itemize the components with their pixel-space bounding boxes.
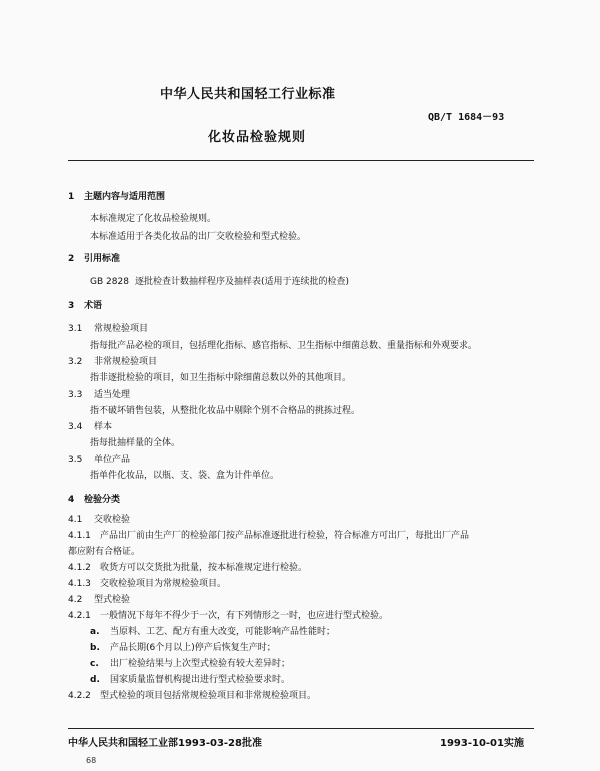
term-definition: 指非逐批检验的项目，如卫生指标中除细菌总数以外的其他项目。 [90, 373, 352, 383]
term-number: 3.1 [68, 324, 83, 334]
standard-code: QB/T 1684－93 [428, 112, 505, 123]
clause-text: 交收检验项目为常规检验项目。 [100, 579, 227, 589]
list-item-text: 国家质量监督机构提出进行型式检验要求时。 [110, 675, 291, 685]
list-item-text: 产品长期(6个月以上)停产后恢复生产时； [110, 643, 276, 653]
section-1-heading: 主题内容与适用范围 [84, 192, 166, 202]
standard-family-title: 中华人民共和国轻工行业标准 [160, 87, 336, 102]
section-3-number: 3 [68, 301, 75, 311]
list-item-text: 出厂检验结果与上次型式检验有较大差异时； [110, 659, 291, 669]
term-number: 3.2 [68, 357, 83, 367]
term-name: 常规检验项目 [94, 324, 149, 334]
clause-number: 4.1.2 [68, 563, 91, 573]
clause-text: 收货方可以交货批为批量，按本标准规定进行检验。 [100, 563, 308, 573]
header-divider [68, 160, 534, 161]
page-title: 化妆品检验规则 [208, 130, 307, 145]
section-1-paragraph: 本标准适用于各类化妆品的出厂交收检验和型式检验。 [90, 232, 307, 242]
list-item-label: b. [90, 643, 100, 653]
clause-number: 4.1 [68, 515, 83, 525]
section-4-number: 4 [68, 495, 75, 505]
clause-text: 型式检验的项目包括常规检验项目和非常规检验项目。 [100, 691, 317, 701]
term-definition: 指单件化妆品，以瓶、支、袋、盒为计件单位。 [90, 471, 280, 481]
term-definition: 指每批产品必检的项目，包括理化指标、感官指标、卫生指标中细菌总数、重量指标和外观要求。 [90, 341, 478, 351]
clause-text: 一般情况下每年不得少于一次，有下列情形之一时，也应进行型式检验。 [100, 611, 389, 621]
section-2-heading: 引用标准 [84, 254, 121, 264]
clause-number: 4.2.1 [68, 611, 91, 621]
clause-text: 都应附有合格证。 [68, 547, 141, 557]
term-name: 样本 [94, 422, 113, 432]
section-2-number: 2 [68, 254, 75, 264]
section-1-number: 1 [68, 192, 75, 202]
clause-text: 产品出厂前由生产厂的检验部门按产品标准逐批进行检验，符合标准方可出厂，每批出厂产品 [100, 531, 470, 541]
approval-note: 中华人民共和国轻工业部1993-03-28批准 [68, 738, 262, 749]
effective-date: 1993-10-01实施 [440, 738, 524, 749]
clause-number: 4.1.1 [68, 531, 91, 541]
reference-code: GB 2828 [90, 277, 129, 287]
term-name: 非常规检验项目 [94, 357, 158, 367]
page-number: 68 [86, 756, 97, 765]
section-3-heading: 术语 [84, 301, 103, 311]
clause-heading: 型式检验 [94, 595, 131, 605]
term-definition: 指不破坏销售包装，从整批化妆品中剔除个别不合格品的挑拣过程。 [90, 406, 361, 416]
term-number: 3.4 [68, 422, 83, 432]
clause-number: 4.1.3 [68, 579, 91, 589]
list-item-label: c. [90, 659, 99, 669]
clause-number: 4.2.2 [68, 691, 91, 701]
term-number: 3.5 [68, 455, 83, 465]
term-name: 适当处理 [94, 390, 131, 400]
clause-number: 4.2 [68, 595, 83, 605]
list-item-label: a. [90, 627, 100, 637]
reference-text: 逐批检查计数抽样程序及抽样表(适用于连续批的检查) [135, 277, 350, 287]
clause-heading: 交收检验 [94, 515, 131, 525]
term-definition: 指每批抽样量的全体。 [90, 438, 181, 448]
list-item-text: 当原料、工艺、配方有重大改变，可能影响产品性能时； [110, 627, 336, 637]
section-1-paragraph: 本标准规定了化妆品检验规则。 [90, 214, 217, 224]
section-4-heading: 检验分类 [84, 495, 121, 505]
term-name: 单位产品 [94, 455, 131, 465]
term-number: 3.3 [68, 390, 83, 400]
footer-divider [68, 728, 534, 729]
list-item-label: d. [90, 675, 100, 685]
